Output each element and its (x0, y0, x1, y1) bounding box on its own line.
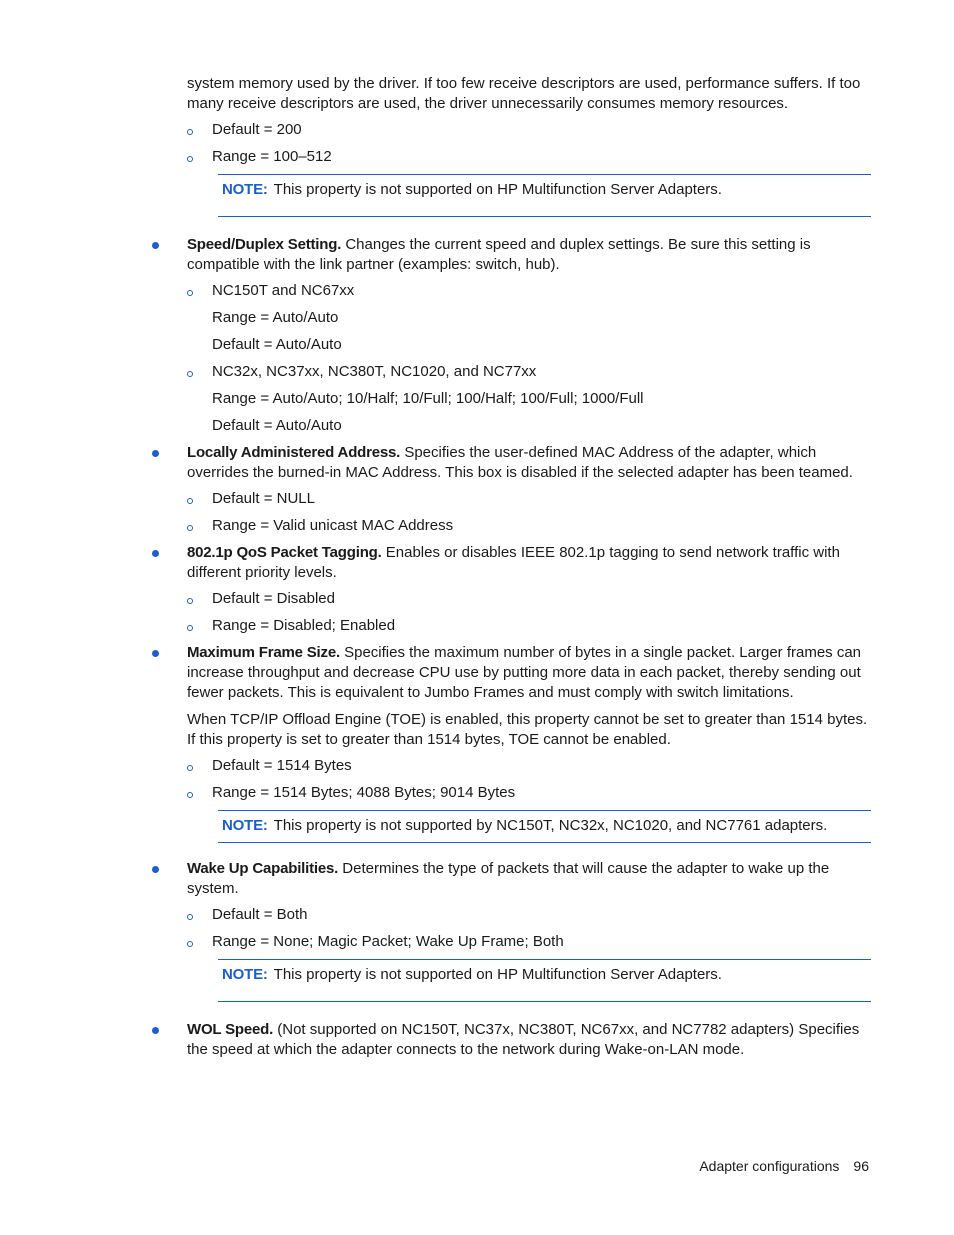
sub-list (187, 489, 871, 536)
term: Maximum Frame Size. (187, 644, 340, 661)
circle-bullet-icon (187, 129, 193, 135)
note-box (218, 810, 871, 843)
bullet-frame-size (187, 643, 871, 843)
detail-line: Default = Auto/Auto (212, 417, 342, 434)
list-item: Range = 1514 Bytes; 4088 Bytes; 9014 Bytes (187, 783, 871, 803)
bullet-icon (152, 242, 159, 249)
note-box (218, 174, 871, 217)
list-item: Range = None; Magic Packet; Wake Up Frame; Both (187, 932, 871, 952)
bullet-wol-speed (187, 1020, 871, 1060)
bullet-icon (152, 866, 159, 873)
term: Speed/Duplex Setting. (187, 236, 342, 253)
bullet-icon (152, 1027, 159, 1034)
circle-bullet-icon (187, 498, 193, 504)
circle-bullet-icon (187, 765, 193, 771)
detail-line: Range = Auto/Auto; 10/Half; 10/Full; 100/Half; 100/Full; 1000/Full (212, 390, 644, 407)
circle-bullet-icon (187, 941, 193, 947)
list-item: Default = NULL (187, 489, 871, 509)
sub-list (187, 756, 871, 803)
bullet-qos (187, 543, 871, 636)
term: Locally Administered Address. (187, 444, 401, 461)
bullet-icon (152, 550, 159, 557)
list-item: Default = Disabled (187, 589, 871, 609)
note-label: NOTE: (222, 817, 268, 834)
list-item: Range = 100–512 (187, 147, 871, 167)
note-box (218, 959, 871, 1002)
circle-bullet-icon (187, 914, 193, 920)
footer-section-title: Adapter configurations (699, 1158, 840, 1174)
circle-bullet-icon (187, 156, 193, 162)
list-item: Range = Valid unicast MAC Address (187, 516, 871, 536)
term: WOL Speed. (187, 1021, 274, 1038)
bullet-mac-address (187, 443, 871, 536)
bullet-speed-duplex (187, 235, 871, 436)
page-body (187, 74, 871, 1060)
bullet-wake-up (187, 859, 871, 1002)
circle-bullet-icon (187, 792, 193, 798)
list-item: Default = 200 (187, 120, 871, 140)
list-item: NC32x, NC37xx, NC380T, NC1020, and NC77xx (187, 362, 871, 382)
note-text: This property is not supported by NC150T, NC32x, NC1020, and NC7761 adapters. (273, 817, 828, 834)
list-item: Default = 1514 Bytes (187, 756, 871, 776)
sub-list (187, 281, 871, 436)
sub-list (187, 905, 871, 952)
circle-bullet-icon (187, 625, 193, 631)
description: Specifies the maximum number of bytes in a single packet. Larger frames can increase throughput and decrease CPU use by putting more data in each packet, thereby sending out fewer packets. This is equivalent to Jumbo Frames and must comply with switch limitations. (187, 644, 862, 701)
list-item: NC150T and NC67xx (187, 281, 871, 301)
term: Wake Up Capabilities. (187, 860, 339, 877)
description: Enables or disables IEEE 802.1p tagging to send network traffic with different priority levels. (187, 544, 840, 581)
detail-line: Range = Auto/Auto (212, 309, 339, 326)
intro-paragraph: system memory used by the driver. If too few receive descriptors are used, performance suffers. If too many receive descriptors are used, the driver unnecessarily consumes memory resources. (187, 75, 861, 112)
circle-bullet-icon (187, 371, 193, 377)
list-item: Range = Disabled; Enabled (187, 616, 871, 636)
note-label: NOTE: (222, 966, 268, 983)
sub-list (187, 589, 871, 636)
list-item: Default = Both (187, 905, 871, 925)
note-label: NOTE: (222, 181, 268, 198)
description: Determines the type of packets that will cause the adapter to wake up the system. (187, 860, 830, 897)
description: (Not supported on NC150T, NC37x, NC380T, NC67xx, and NC7782 adapters) Specifies the speed at which the adapter connects to the network during Wake-on-LAN mode. (187, 1021, 860, 1058)
circle-bullet-icon (187, 525, 193, 531)
intro-list (187, 120, 871, 167)
detail-line: Default = Auto/Auto (212, 336, 342, 353)
bullet-icon (152, 650, 159, 657)
page-number: 96 (853, 1158, 869, 1174)
circle-bullet-icon (187, 290, 193, 296)
term: 802.1p QoS Packet Tagging. (187, 544, 382, 561)
note-text: This property is not supported on HP Multifunction Server Adapters. (273, 181, 722, 198)
description-2: When TCP/IP Offload Engine (TOE) is enabled, this property cannot be set to greater than 1514 bytes. If this property is set to greater than 1514 bytes, TOE cannot be enabled. (187, 711, 868, 748)
bullet-icon (152, 450, 159, 457)
page-footer (699, 1158, 869, 1174)
circle-bullet-icon (187, 598, 193, 604)
note-text: This property is not supported on HP Multifunction Server Adapters. (273, 966, 722, 983)
description: Specifies the user-defined MAC Address of the adapter, which overrides the burned-in MAC Address. This box is disabled if the selected adapter has been teamed. (187, 444, 853, 481)
description: Changes the current speed and duplex settings. Be sure this setting is compatible with the link partner (examples: switch, hub). (187, 236, 811, 273)
